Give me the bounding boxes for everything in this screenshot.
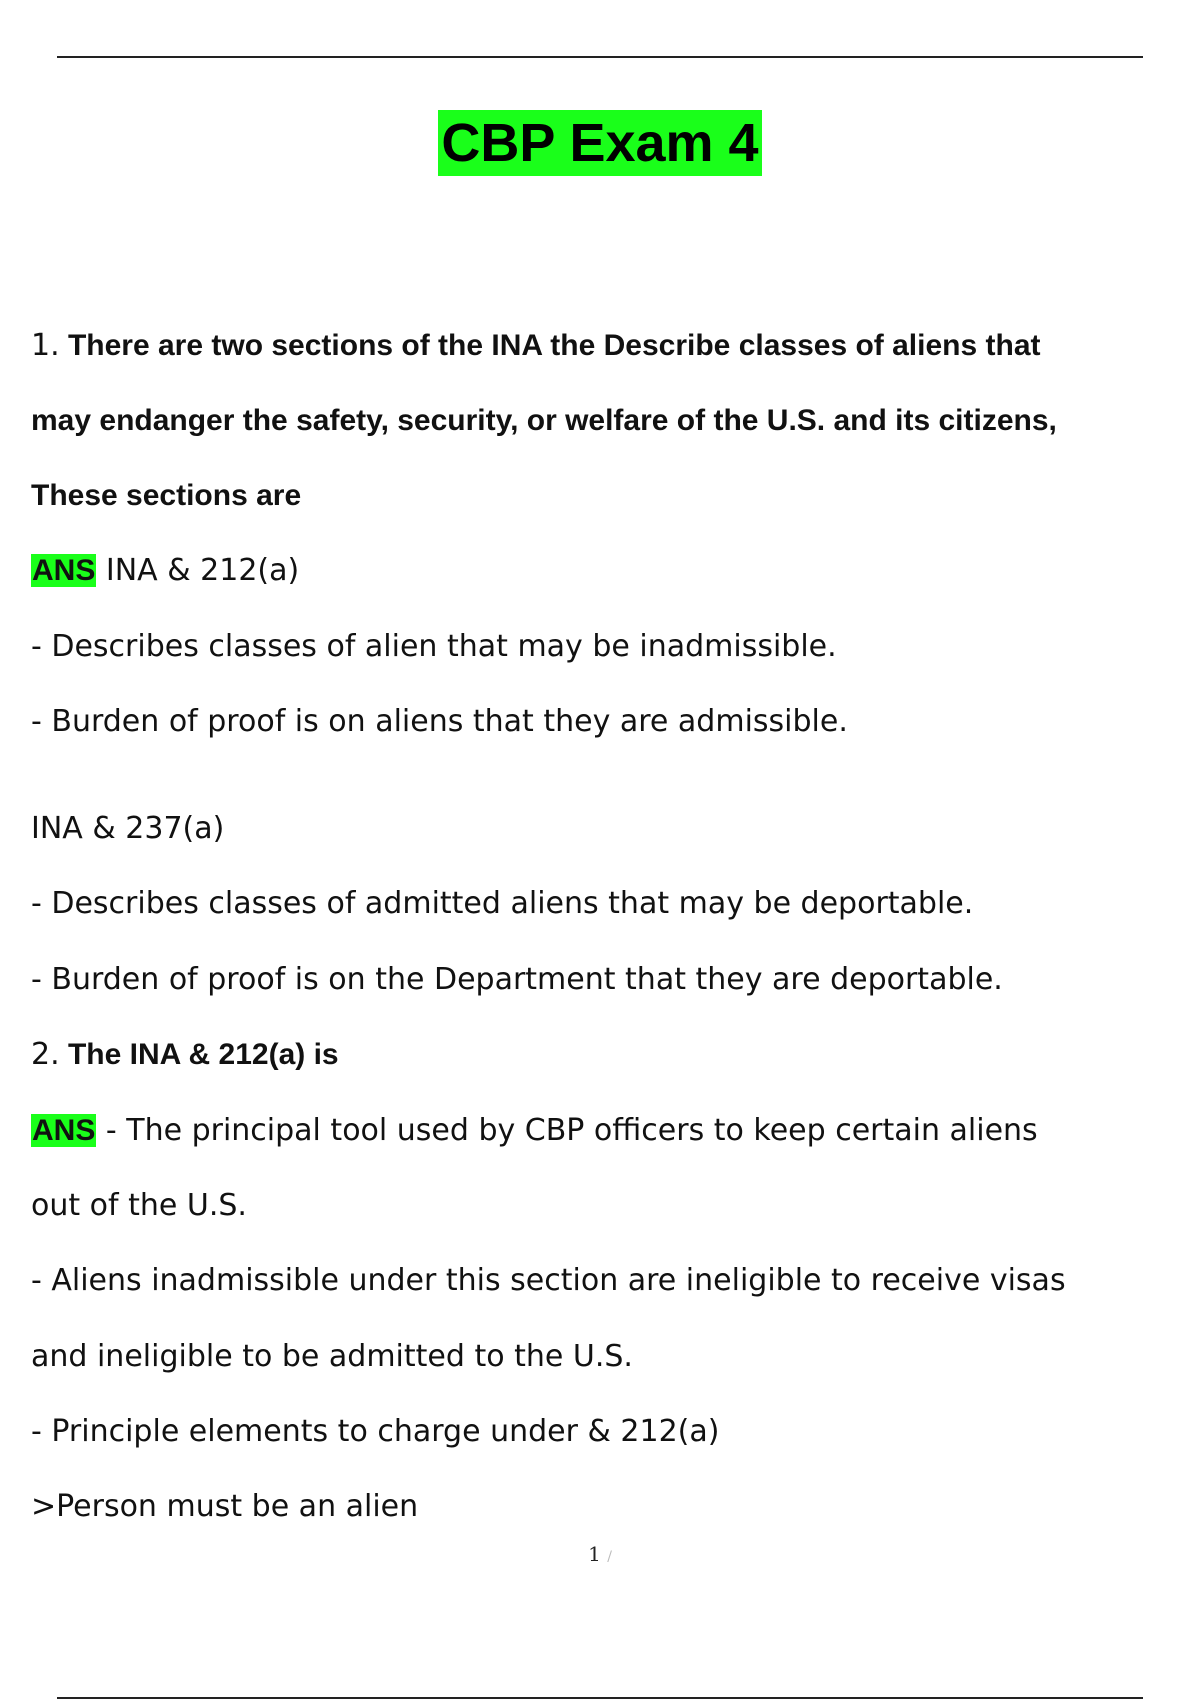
answer-1-line-5: - Describes classes of admitted aliens that may be deportable. xyxy=(31,886,974,921)
question-1-line-2: may endanger the safety, security, or welfare of the U.S. and its citizens, xyxy=(31,404,1057,437)
page-title: CBP Exam 4 xyxy=(438,110,761,176)
question-1-line-3: These sections are xyxy=(31,479,302,512)
answer-1-line-6: - Burden of proof is on the Department that they are deportable. xyxy=(31,962,1003,997)
title-block xyxy=(0,110,1200,176)
question-1-line-1 xyxy=(31,326,1041,366)
page-number-separator: / xyxy=(607,1549,612,1565)
answer-2-label: ANS xyxy=(32,1114,96,1147)
question-2-line-1 xyxy=(31,1035,339,1075)
page-number xyxy=(0,1542,1200,1566)
answer-1-first: INA & 212(a) xyxy=(96,553,300,588)
question-1-text-1: There are two sections of the INA the Describe classes of aliens that xyxy=(67,329,1041,362)
answer-2-line-4: and ineligible to be admitted to the U.S. xyxy=(31,1339,633,1374)
answer-2-line-1 xyxy=(31,1111,1038,1151)
top-rule xyxy=(57,56,1143,58)
question-1-number: 1. xyxy=(31,328,60,363)
answer-1-line-2: - Describes classes of alien that may be inadmissible. xyxy=(31,629,837,664)
question-2-number: 2. xyxy=(31,1037,60,1072)
bottom-rule xyxy=(57,1697,1143,1699)
question-2-text-1: The INA & 212(a) is xyxy=(67,1038,339,1071)
answer-2-line-5: - Principle elements to charge under & 212(a) xyxy=(31,1414,720,1449)
answer-2-line-2: out of the U.S. xyxy=(31,1188,247,1223)
answer-2-line-6: >Person must be an alien xyxy=(31,1489,419,1524)
answer-1-label: ANS xyxy=(32,554,96,587)
answer-1-line-4: INA & 237(a) xyxy=(31,811,225,846)
answer-2-first: - The principal tool used by CBP officers to keep certain aliens xyxy=(96,1113,1038,1148)
answer-2-line-3: - Aliens inadmissible under this section are ineligible to receive visas xyxy=(31,1263,1066,1298)
answer-1-line-3: - Burden of proof is on aliens that they are admissible. xyxy=(31,704,848,739)
page-number-value: 1 xyxy=(588,1542,601,1566)
answer-1-line-1 xyxy=(31,551,299,591)
